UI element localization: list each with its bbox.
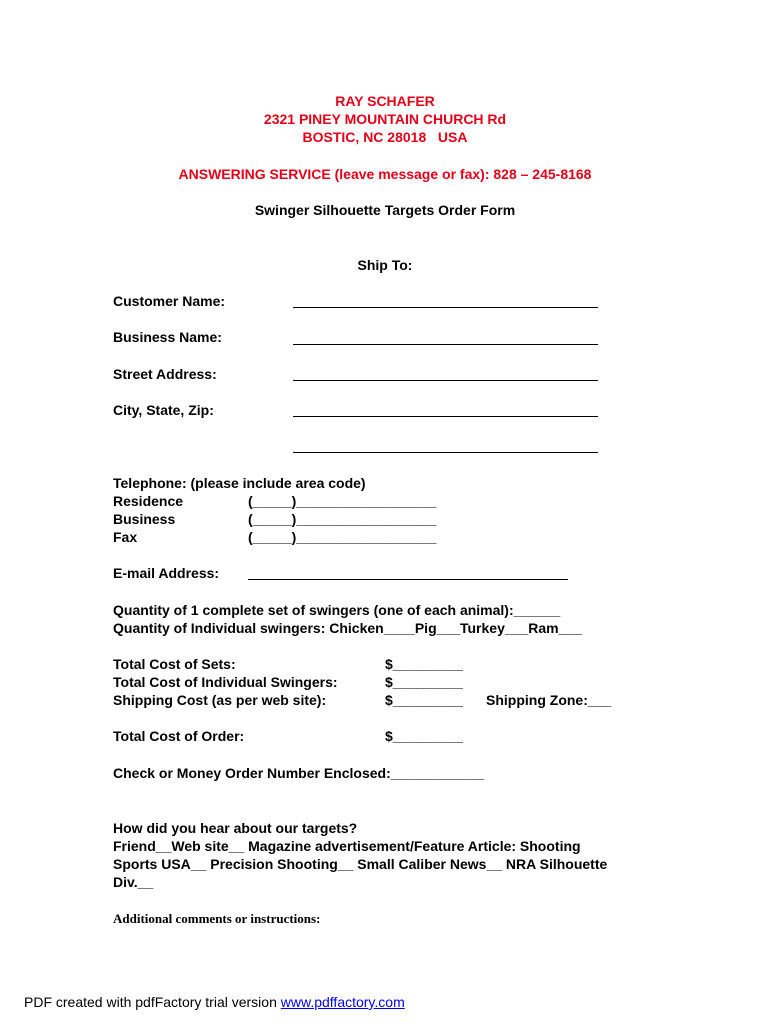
street-address-label: Street Address: [113,366,217,382]
payment-number-field[interactable]: Check or Money Order Number Enclosed:____________ [113,765,485,781]
ship-to-heading: Ship To: [357,257,413,273]
telephone-heading: Telephone: (please include area code) [113,475,366,491]
survey-options-line-1: Friend__Web site__ Magazine advertisement/Feature Article: Shooting [113,838,581,854]
business-name-label: Business Name: [113,329,222,345]
cost-individual-field[interactable]: $_________ [385,674,463,690]
pdf-footer [24,994,405,1010]
quantity-individual: Quantity of Individual swingers: Chicken____Pig___Turkey___Ram___ [113,620,582,636]
email-field[interactable] [248,579,568,580]
footer-link[interactable]: www.pdffactory.com [280,994,405,1010]
business-phone-field[interactable]: (_____)__________________ [248,511,437,527]
residence-label: Residence [113,493,184,509]
shipping-cost-label: Shipping Cost (as per web site): [113,692,327,708]
total-cost-label: Total Cost of Order: [113,728,245,744]
company-street: 2321 PINEY MOUNTAIN CHURCH Rd [263,111,507,127]
survey-options-line-3: Div.__ [113,874,154,890]
answering-service: ANSWERING SERVICE (leave message or fax): 828 – 245-8168 [178,166,592,182]
residence-phone-field[interactable]: (_____)__________________ [248,493,437,509]
survey-options-line-2: Sports USA__ Precision Shooting__ Small Caliber News__ NRA Silhouette [113,856,608,872]
customer-name-field[interactable] [293,307,598,308]
street-address-field[interactable] [293,380,598,381]
address-extra-field[interactable] [293,452,598,453]
shipping-cost-field[interactable]: $_________ [385,692,463,708]
customer-name-label: Customer Name: [113,293,226,309]
cost-sets-field[interactable]: $_________ [385,656,463,672]
total-cost-field[interactable]: $_________ [385,728,463,744]
cost-individual-label: Total Cost of Individual Swingers: [113,674,338,690]
shipping-zone-field[interactable]: Shipping Zone:___ [486,692,612,708]
footer-text: PDF created with pdfFactory trial version [24,994,281,1010]
company-city: BOSTIC, NC 28018 USA [302,129,468,145]
cost-sets-label: Total Cost of Sets: [113,656,236,672]
survey-question: How did you hear about our targets? [113,820,358,836]
email-label: E-mail Address: [113,565,220,581]
city-state-zip-field[interactable] [293,416,598,417]
city-state-zip-label: City, State, Zip: [113,402,214,418]
business-name-field[interactable] [293,344,598,345]
fax-field[interactable]: (_____)__________________ [248,529,437,545]
company-name: RAY SCHAFER [335,93,435,109]
fax-label: Fax [113,529,138,545]
business-label: Business [113,511,176,527]
quantity-sets: Quantity of 1 complete set of swingers (one of each animal):______ [113,602,561,618]
comments-heading: Additional comments or instructions: [113,911,321,926]
form-title: Swinger Silhouette Targets Order Form [254,202,516,218]
